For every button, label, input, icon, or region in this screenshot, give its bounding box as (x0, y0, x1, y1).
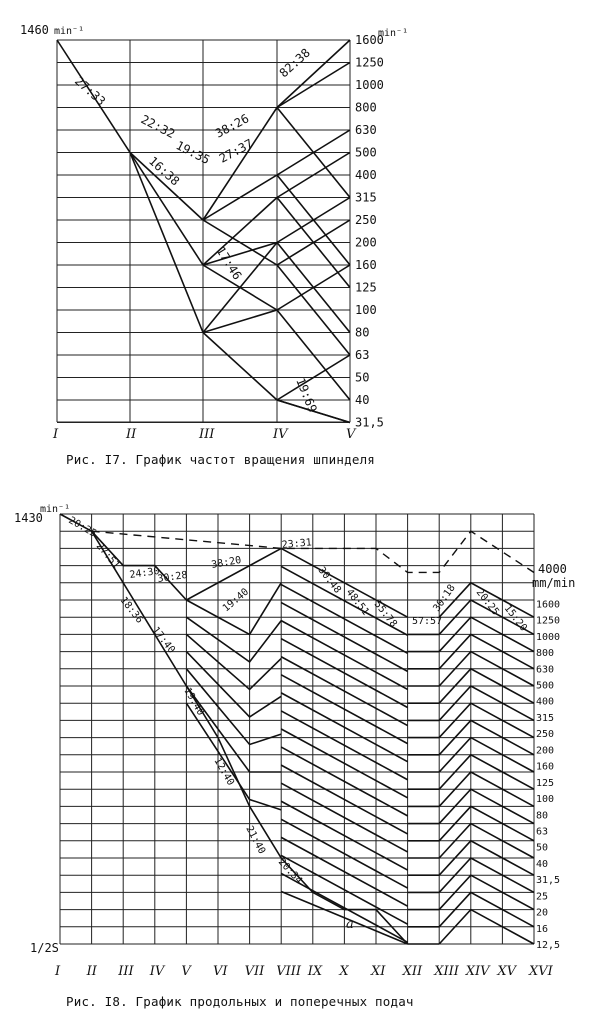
feed-tick-label: 50 (536, 842, 549, 854)
speed-tick-label: 80 (355, 325, 370, 340)
speed-tick-label: 400 (355, 168, 377, 182)
ratio-label: 23:31 (281, 537, 313, 551)
fan-path (186, 703, 281, 810)
shaft-label: XVI (529, 964, 553, 979)
unit-left: min⁻¹ (54, 26, 85, 37)
speed-tick-label: 250 (355, 213, 377, 227)
ratio-label: 21:40 (243, 824, 268, 856)
ratio-label: 30:48 (315, 565, 343, 596)
shaft-label: IX (307, 964, 323, 979)
speed-tick-label: 100 (355, 303, 377, 317)
unit-right: mm/min (532, 576, 576, 590)
feed-tick-label: 31,5 (536, 875, 561, 887)
speed-tick-label: 40 (355, 393, 370, 407)
feed-tick-label: 160 (536, 761, 555, 773)
feed-tick-label: 63 (536, 826, 549, 838)
feed-tick-label: 125 (536, 777, 555, 789)
shaft-label: XIII (434, 964, 459, 979)
shaft-label: VII (244, 964, 265, 979)
ratio-label: 19:35 (173, 138, 213, 168)
ratio-label: 48:51 (343, 587, 371, 618)
speed-tick-label: 160 (355, 258, 377, 272)
fan-path (186, 617, 281, 662)
feed-tick-label: 500 (536, 680, 555, 692)
shaft-label: XII (402, 964, 423, 979)
fan-path (186, 686, 281, 772)
ratio-label: 38:26 (212, 111, 252, 141)
ratio-label: 18:36 (117, 595, 145, 626)
speed-tick-label: 630 (355, 123, 377, 137)
speed-tick-label: 200 (355, 235, 377, 250)
ratio-label: 17:46 (213, 244, 245, 283)
ratio-label: 19:40 (181, 686, 206, 718)
shaft-label: VI (213, 964, 228, 979)
feed-tick-label: 12,5 (536, 940, 561, 951)
input-speed: 1460 (20, 23, 49, 37)
feed-tick-label: 800 (536, 648, 555, 660)
feed-tick-label: 1600 (536, 599, 561, 611)
shaft-label: VIII (276, 964, 301, 979)
ratio-label: 27:51 (93, 540, 122, 571)
feed-tick-label: 40 (536, 858, 549, 870)
ratio-label: 82:38 (276, 45, 313, 81)
ratio-label: 19:69 (293, 375, 320, 415)
ratio-label: 30:28 (156, 569, 189, 585)
shaft-label: X (339, 964, 349, 979)
feed-tick-label: 400 (536, 696, 555, 708)
unit-right: min⁻¹ (378, 28, 409, 39)
shaft-label: IV (273, 427, 288, 442)
ratio-label: 20:34 (275, 856, 305, 887)
ratio-label: 27:37 (216, 136, 256, 166)
figure17-caption: Рис. I7. График частот вращения шпинделя (66, 452, 376, 467)
feed-tick-label: 20 (536, 907, 549, 919)
shaft-label: III (118, 964, 134, 979)
shaft-label: V (346, 427, 356, 442)
ratio-label: 27:33 (71, 73, 109, 109)
shaft-label: III (199, 427, 215, 442)
unit-left: min⁻¹ (40, 504, 71, 515)
speed-tick-label: 31,5 (355, 415, 384, 430)
speed-tick-label: 315 (355, 190, 377, 205)
shaft-label: V (181, 964, 191, 979)
speed-tick-label: 1250 (355, 55, 384, 70)
shaft-label: I (53, 427, 59, 442)
feed-tick-label: 1000 (536, 631, 561, 643)
feed-tick-label: 16 (536, 923, 549, 935)
point-label: a (346, 917, 354, 932)
feed-tick-label: 250 (536, 729, 555, 741)
speed-tick-label: 1000 (355, 78, 384, 92)
feed-tick-label: 200 (536, 745, 555, 757)
shaft-label: XIV (465, 964, 490, 979)
shaft-label: XV (497, 964, 517, 979)
ratio-label: 22:32 (138, 112, 178, 142)
speed-tick-label: 1600 (355, 33, 384, 47)
feed-tick-label: 25 (536, 891, 549, 903)
feed-tick-label: 630 (536, 664, 555, 676)
fan-path (186, 634, 281, 689)
shaft-label: IV (149, 964, 165, 979)
speed-tick-label: 50 (355, 370, 370, 385)
shaft-label: XI (371, 964, 386, 979)
ratio-label: 30:18 (431, 582, 458, 614)
ratio-label: 24:30 (128, 565, 161, 581)
ratio-label: 20:25 (66, 515, 99, 540)
speed-tick-label: 125 (355, 280, 377, 295)
ratio-label: 12:40 (211, 756, 236, 788)
speed-tick-label: 63 (355, 348, 370, 362)
ratio-label: 20:25 (473, 587, 501, 618)
feed-tick-label: 80 (536, 810, 549, 822)
speed-tick-label: 500 (355, 145, 377, 160)
bottom-value: 1/2S (30, 941, 59, 955)
ratio-label: 38:20 (210, 554, 243, 571)
ratio-label: 19:40 (220, 586, 251, 615)
input-speed: 1430 (14, 511, 43, 525)
feed-tick-label: 1250 (536, 615, 561, 627)
shaft-label: II (126, 427, 137, 442)
ratio-label: 16:38 (145, 153, 183, 189)
ratio-label: 17:40 (149, 625, 177, 656)
main-descent (60, 514, 408, 944)
rapid-value: 4000 (538, 562, 567, 576)
ratio-label: 15:20 (501, 603, 529, 634)
ratio-label: 55:78 (371, 599, 399, 630)
shaft-label: I (55, 964, 61, 979)
feed-tick-label: 100 (536, 794, 555, 806)
figure18-caption: Рис. I8. График продольных и поперечных подач (66, 994, 414, 1009)
feed-tick-label: 315 (536, 712, 555, 724)
shaft-label: II (86, 964, 97, 979)
ratio-label: 57:57 (412, 616, 443, 627)
speed-tick-label: 800 (355, 100, 377, 115)
